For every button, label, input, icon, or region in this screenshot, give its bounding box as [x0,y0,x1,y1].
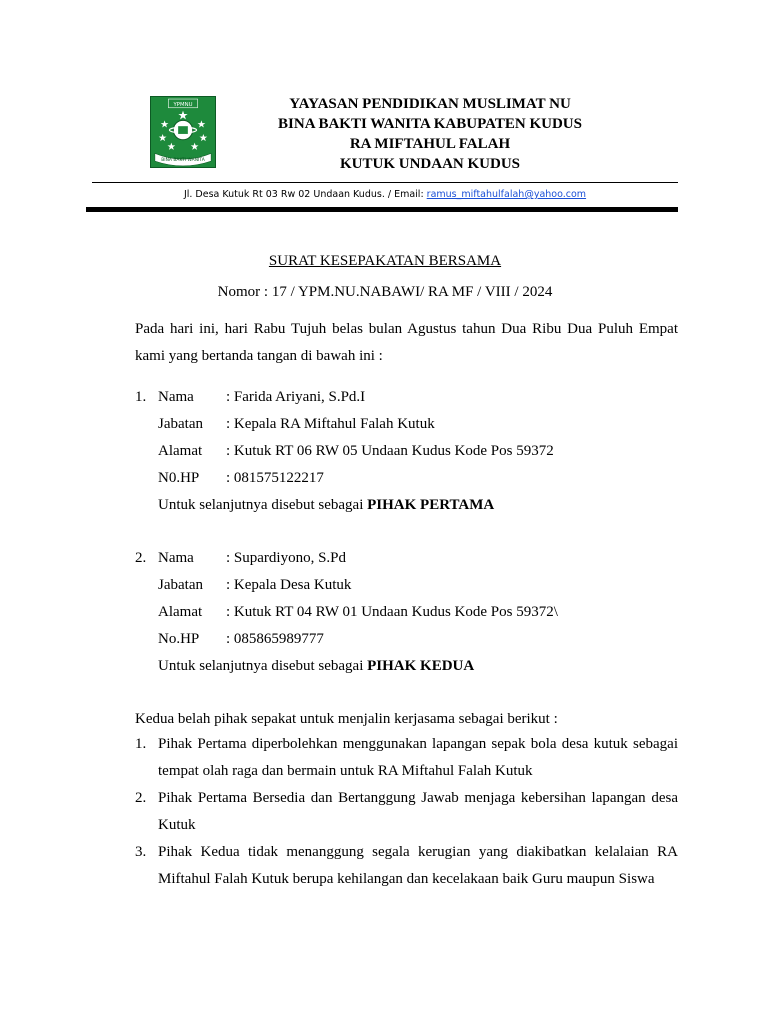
school-location: KUTUK UNDAAN KUDUS [339,156,520,172]
designation-prefix: Untuk selanjutnya disebut sebagai [158,497,368,513]
agreement-item-number: 3. [135,844,147,860]
svg-text:BINA BAKTI WANITA: BINA BAKTI WANITA [161,158,205,164]
party-number: 2. [135,550,147,566]
agreement-item: Pihak Kedua tidak menanggung segala kerugian yang diakibatkan kelalaian RA Miftahul Falah Kutuk berupa kehilangan dan kecelakaan baik Guru maupun Siswa [158,844,678,887]
field-label: No.HP [158,631,200,647]
field-label: Jabatan [158,577,203,593]
field-value: : 085865989777 [226,631,324,647]
email-link[interactable]: ramus_miftahulfalah@yahoo.com [426,189,587,200]
field-value: : Kepala Desa Kutuk [226,577,352,593]
field-value: : Kutuk RT 06 RW 05 Undaan Kudus Kode Pos 59372 [226,443,554,459]
agreement-item: Pihak Pertama diperbolehkan menggunakan lapangan sepak bola desa kutuk sebagai tempat olah raga dan bermain untuk RA Miftahul Falah Kutuk [158,736,678,779]
header-divider-thin [92,182,678,183]
org-name-line1: YAYASAN PENDIDIKAN MUSLIMAT NU [289,96,571,112]
field-label: Jabatan [158,416,203,432]
agreement-item-number: 2. [135,790,147,806]
party-designation-line [158,495,494,515]
org-name-line2: BINA BAKTI WANITA KABUPATEN KUDUS [278,116,582,132]
agreement-item-number: 1. [135,736,147,752]
svg-text:YPMNU: YPMNU [173,101,193,108]
agreement-item: Pihak Pertama Bersedia dan Bertanggung Jawab menjaga kebersihan lapangan desa Kutuk [158,790,678,833]
address-text: Jl. Desa Kutuk Rt 03 Rw 02 Undaan Kudus. / Email: [183,189,427,200]
field-value: : Farida Ariyani, S.Pd.I [226,389,366,405]
field-label: Alamat [158,604,203,620]
agreement-lead: Kedua belah pihak sepakat untuk menjalin kerjasama sebagai berikut : [135,711,558,727]
party-number: 1. [135,389,147,405]
field-value: : Kepala RA Miftahul Falah Kutuk [226,416,435,432]
field-label: N0.HP [158,470,200,486]
designation-pihak-pertama: PIHAK PERTAMA [367,497,495,513]
header-divider-thick [86,207,678,212]
field-label: Nama [158,389,194,405]
designation-pihak-kedua: PIHAK KEDUA [367,658,475,674]
field-value: : 081575122217 [226,470,324,486]
ypmnu-logo [150,96,216,168]
party-designation-line [158,656,474,676]
document-title: SURAT KESEPAKATAN BERSAMA [268,253,502,269]
school-name: RA MIFTAHUL FALAH [349,136,511,152]
document-number: Nomor : 17 / YPM.NU.NABAWI/ RA MF / VIII / 2024 [217,284,553,300]
intro-paragraph: Pada hari ini, hari Rabu Tujuh belas bulan Agustus tahun Dua Ribu Dua Puluh Empat kami yang bertanda tangan di bawah ini : [135,321,678,364]
field-value: : Kutuk RT 04 RW 01 Undaan Kudus Kode Pos 59372\ [226,604,558,620]
document-title-wrap [92,251,678,271]
field-label: Alamat [158,443,203,459]
field-label: Nama [158,550,194,566]
ypmnu-emblem-icon [151,97,215,167]
designation-prefix: Untuk selanjutnya disebut sebagai [158,658,368,674]
field-value: : Supardiyono, S.Pd [226,550,347,566]
address-line [92,188,678,202]
